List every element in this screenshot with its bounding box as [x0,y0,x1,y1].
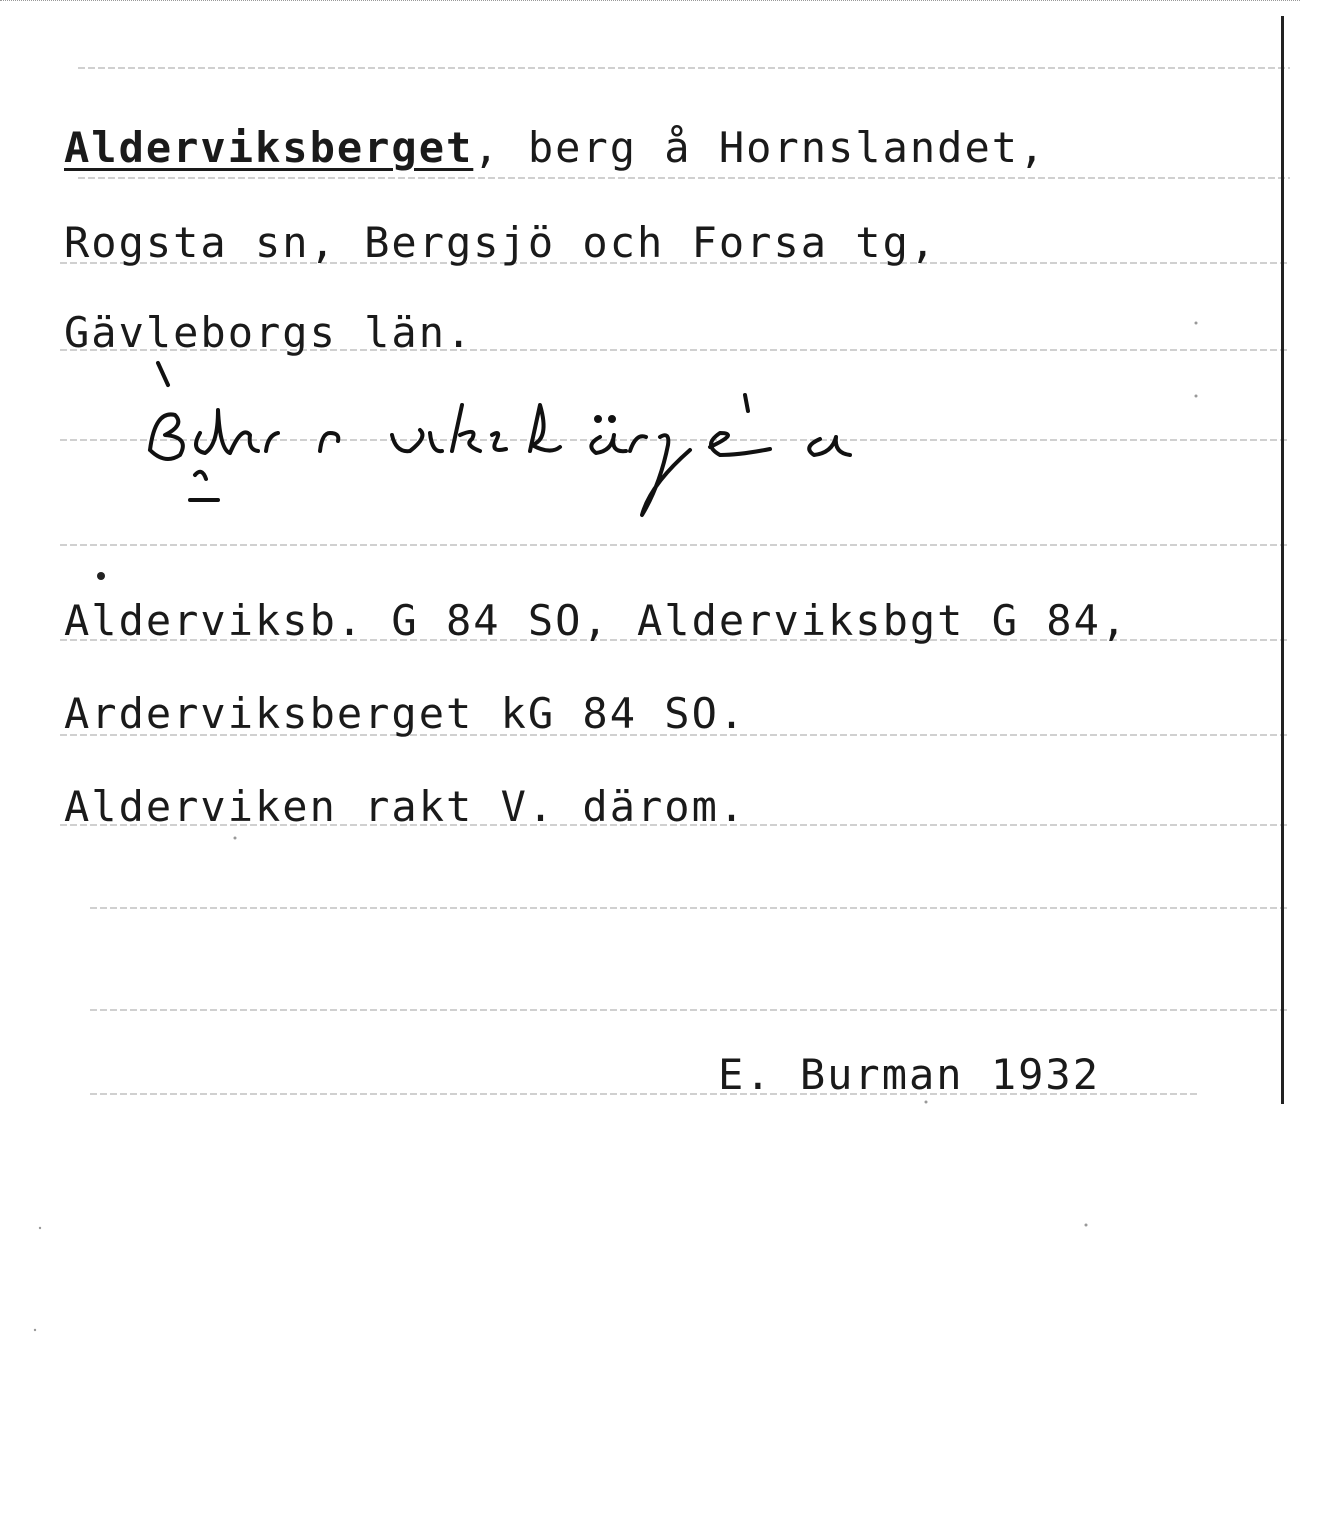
entry-line-1 [64,123,1047,172]
signature: E. Burman 1932 [718,1050,1101,1099]
dot-mark [97,572,105,580]
entry-line-5: Arderviksberget kG 84 SO. [64,689,747,738]
entry-description: , berg å Hornslandet, [473,123,1047,172]
handwritten-pronunciation [130,355,930,525]
top-edge [0,0,1300,3]
entry-line-2: Rogsta sn, Bergsjö och Forsa tg, [64,218,938,267]
entry-line-6: Alderviken rakt V. därom. [64,782,747,831]
entry-line-3: Gävleborgs län. [64,308,474,357]
card-right-edge [1281,16,1284,1104]
headword: Alderviksberget [64,123,474,172]
entry-line-4: Alderviksb. G 84 SO, Alderviksbgt G 84, [64,596,1129,645]
